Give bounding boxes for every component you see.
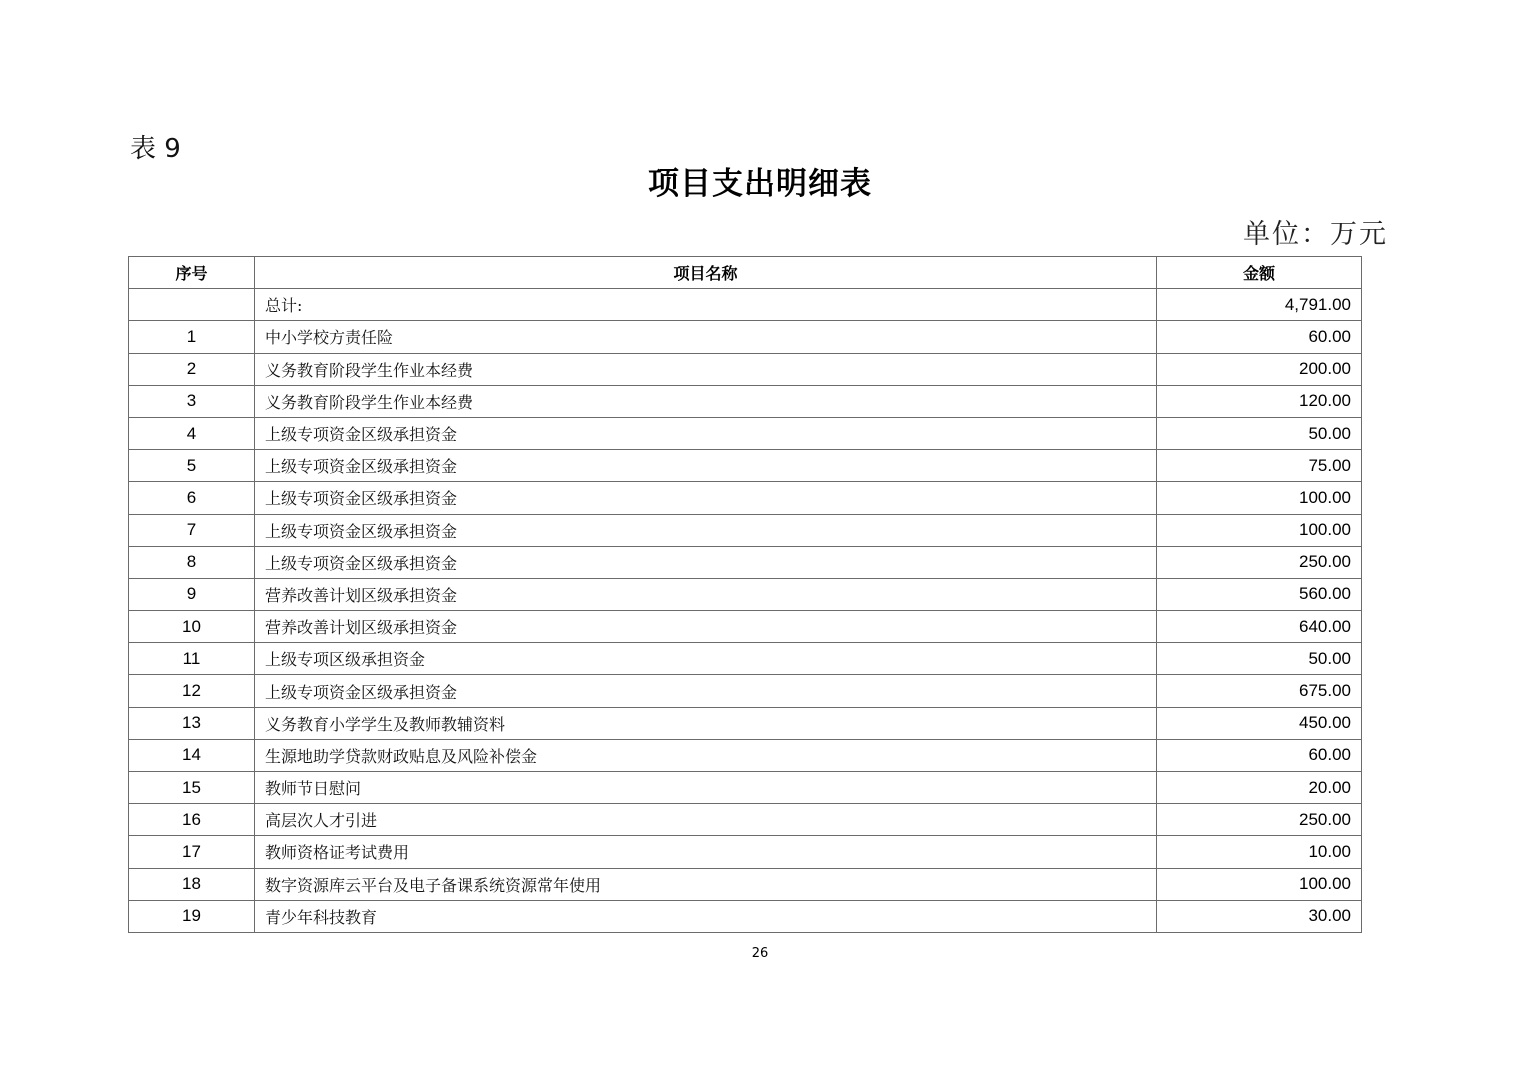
row-no-cell: 6 [129, 482, 255, 514]
row-amount-cell: 50.00 [1157, 417, 1362, 449]
row-no-cell: 13 [129, 707, 255, 739]
table-row [129, 772, 1362, 804]
row-no-cell: 12 [129, 675, 255, 707]
row-amount-cell: 250.00 [1157, 804, 1362, 836]
row-no-cell: 18 [129, 868, 255, 900]
row-amount-cell: 120.00 [1157, 385, 1362, 417]
row-name-cell: 上级专项资金区级承担资金 [255, 417, 1157, 449]
row-no-cell: 4 [129, 417, 255, 449]
row-name-cell: 教师资格证考试费用 [255, 836, 1157, 868]
row-name-cell: 上级专项资金区级承担资金 [255, 514, 1157, 546]
row-name-cell: 高层次人才引进 [255, 804, 1157, 836]
row-name-cell: 生源地助学贷款财政贴息及风险补偿金 [255, 739, 1157, 771]
row-amount-cell: 675.00 [1157, 675, 1362, 707]
row-no-cell: 10 [129, 611, 255, 643]
row-amount-cell: 10.00 [1157, 836, 1362, 868]
table-row [129, 836, 1362, 868]
row-name-cell: 青少年科技教育 [255, 900, 1157, 932]
row-name-cell: 上级专项资金区级承担资金 [255, 482, 1157, 514]
row-amount-cell: 250.00 [1157, 546, 1362, 578]
table-body [129, 289, 1362, 933]
table-row [129, 868, 1362, 900]
table-row [129, 643, 1362, 675]
row-amount-cell: 100.00 [1157, 514, 1362, 546]
row-amount-cell: 100.00 [1157, 482, 1362, 514]
row-amount-cell: 450.00 [1157, 707, 1362, 739]
row-amount-cell: 60.00 [1157, 739, 1362, 771]
total-no-cell [129, 289, 255, 321]
row-no-cell: 11 [129, 643, 255, 675]
row-no-cell: 9 [129, 578, 255, 610]
table-row [129, 611, 1362, 643]
table-row [129, 578, 1362, 610]
column-header-no: 序号 [129, 257, 255, 289]
table-row [129, 385, 1362, 417]
table-header-row [129, 257, 1362, 289]
row-amount-cell: 640.00 [1157, 611, 1362, 643]
table-row [129, 514, 1362, 546]
table-row [129, 900, 1362, 932]
total-label-cell: 总计: [255, 289, 1157, 321]
row-no-cell: 19 [129, 900, 255, 932]
row-no-cell: 7 [129, 514, 255, 546]
row-name-cell: 上级专项资金区级承担资金 [255, 546, 1157, 578]
table-row [129, 417, 1362, 449]
table-row [129, 321, 1362, 353]
row-amount-cell: 560.00 [1157, 578, 1362, 610]
row-amount-cell: 60.00 [1157, 321, 1362, 353]
row-name-cell: 义务教育小学学生及教师教辅资料 [255, 707, 1157, 739]
row-no-cell: 8 [129, 546, 255, 578]
row-no-cell: 2 [129, 353, 255, 385]
total-amount-cell: 4,791.00 [1157, 289, 1362, 321]
row-no-cell: 16 [129, 804, 255, 836]
row-name-cell: 教师节日慰问 [255, 772, 1157, 804]
row-amount-cell: 20.00 [1157, 772, 1362, 804]
row-name-cell: 营养改善计划区级承担资金 [255, 578, 1157, 610]
page-number: 26 [751, 946, 769, 961]
row-no-cell: 17 [129, 836, 255, 868]
row-no-cell: 1 [129, 321, 255, 353]
row-amount-cell: 75.00 [1157, 450, 1362, 482]
row-amount-cell: 50.00 [1157, 643, 1362, 675]
row-name-cell: 上级专项资金区级承担资金 [255, 450, 1157, 482]
table-label: 表 9 [130, 134, 181, 164]
row-name-cell: 义务教育阶段学生作业本经费 [255, 385, 1157, 417]
column-header-name: 项目名称 [255, 257, 1157, 289]
page-title: 项目支出明细表 [648, 166, 872, 202]
table-row [129, 482, 1362, 514]
row-name-cell: 上级专项区级承担资金 [255, 643, 1157, 675]
total-row [129, 289, 1362, 321]
row-no-cell: 3 [129, 385, 255, 417]
row-no-cell: 14 [129, 739, 255, 771]
table-row [129, 546, 1362, 578]
table-row [129, 450, 1362, 482]
row-name-cell: 上级专项资金区级承担资金 [255, 675, 1157, 707]
row-no-cell: 5 [129, 450, 255, 482]
row-name-cell: 数字资源库云平台及电子备课系统资源常年使用 [255, 868, 1157, 900]
table-row [129, 739, 1362, 771]
row-name-cell: 中小学校方责任险 [255, 321, 1157, 353]
table-row [129, 675, 1362, 707]
row-name-cell: 义务教育阶段学生作业本经费 [255, 353, 1157, 385]
row-amount-cell: 200.00 [1157, 353, 1362, 385]
expense-detail-table [128, 256, 1362, 933]
row-name-cell: 营养改善计划区级承担资金 [255, 611, 1157, 643]
unit-label: 单位：万元 [1243, 219, 1388, 250]
row-amount-cell: 30.00 [1157, 900, 1362, 932]
table-row [129, 804, 1362, 836]
row-no-cell: 15 [129, 772, 255, 804]
table-row [129, 353, 1362, 385]
column-header-amount: 金额 [1157, 257, 1362, 289]
table-row [129, 707, 1362, 739]
row-amount-cell: 100.00 [1157, 868, 1362, 900]
